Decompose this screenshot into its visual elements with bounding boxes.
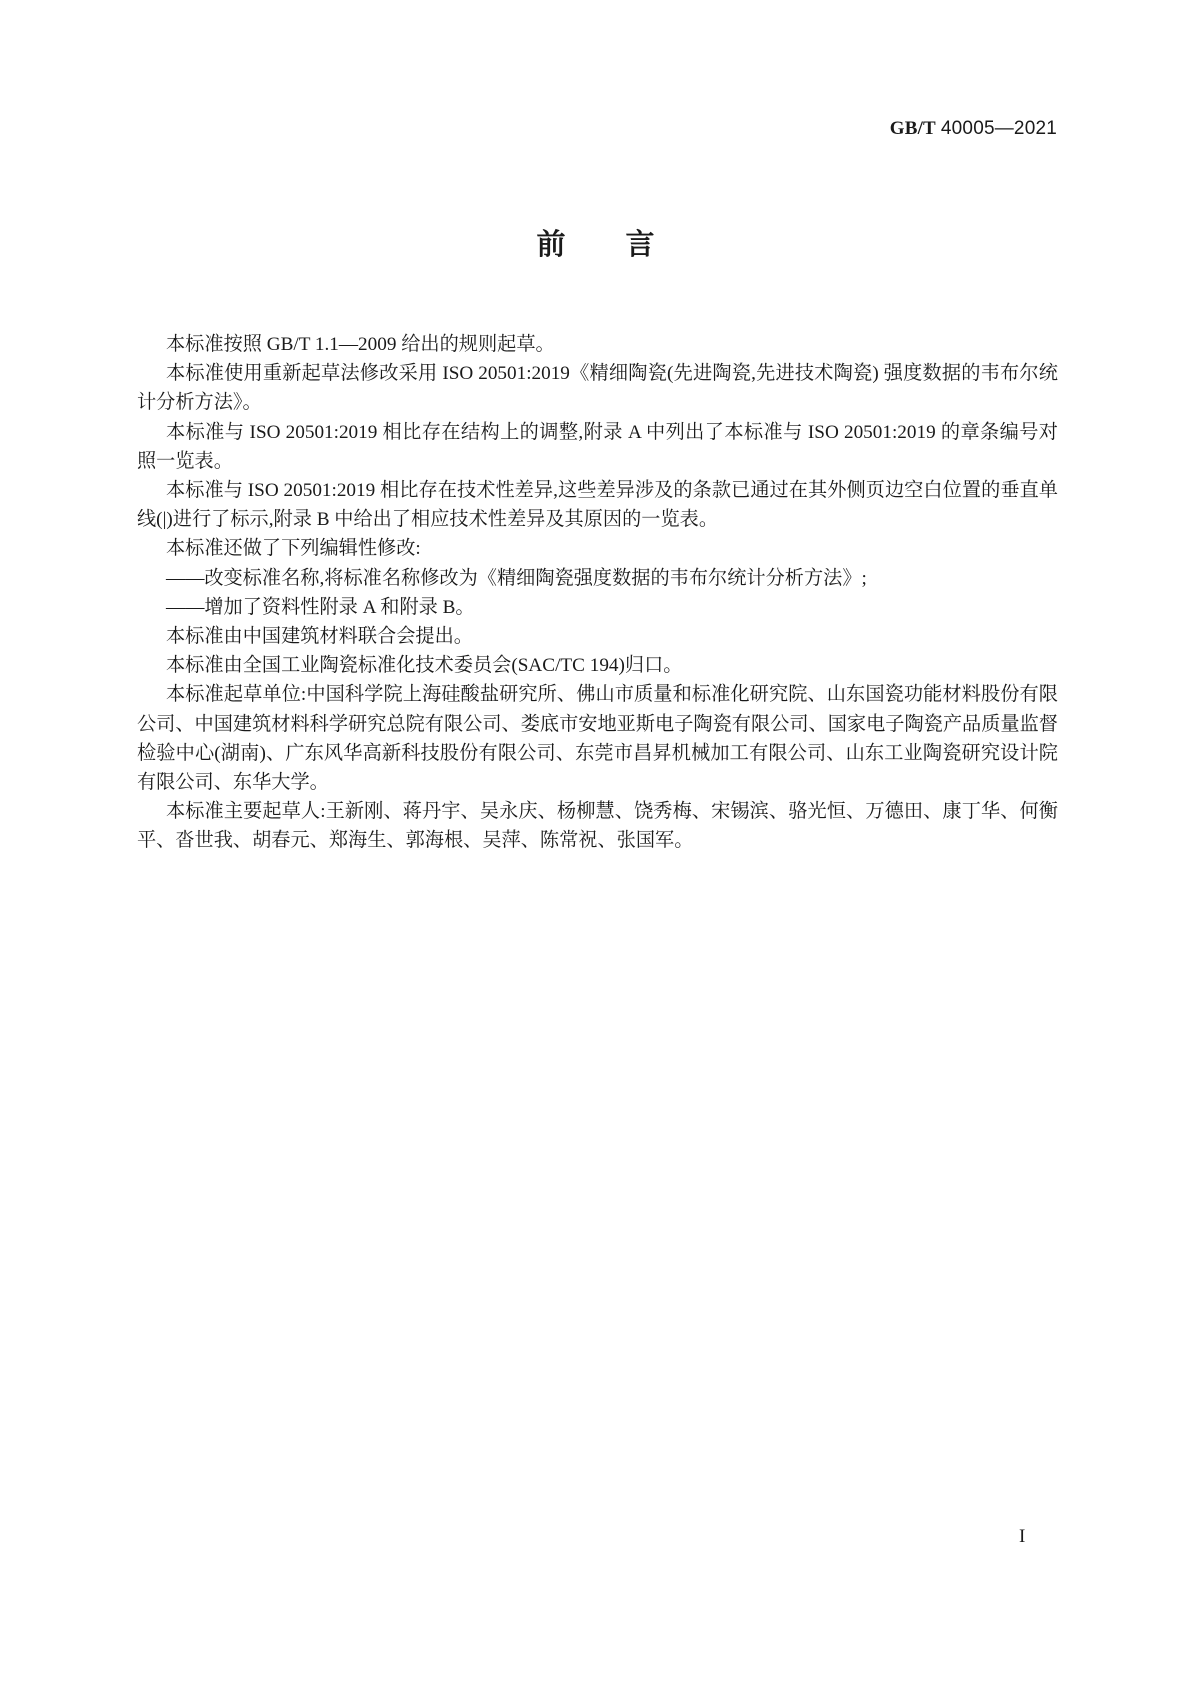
list-item-rename: ——改变标准名称,将标准名称修改为《精细陶瓷强度数据的韦布尔统计分析方法》;	[166, 567, 867, 589]
paragraph-drafting-units: 本标准起草单位:中国科学院上海硅酸盐研究所、佛山市质量和标准化研究院、山东国瓷功能材料股份有限公司、中国建筑材料科学研究总院有限公司、娄底市安地亚斯电子陶瓷有限公司、国家电子陶瓷产品质量监督检验中心(湖南)、广东风华高新科技股份有限公司、东莞市昌昇机械加工有限公司、山东工业陶瓷研究设计院有限公司、东华大学。	[137, 684, 1058, 794]
standard-prefix: GB/T	[889, 118, 936, 139]
list-item-annexes: ——增加了资料性附录 A 和附录 B。	[166, 596, 475, 618]
page-number: I	[1019, 1526, 1026, 1547]
standard-code	[890, 118, 1057, 140]
standard-number: 40005—2021	[940, 118, 1057, 139]
paragraph-structural-changes: 本标准与 ISO 20501:2019 相比存在结构上的调整,附录 A 中列出了本标准与 ISO 20501:2019 的章条编号对照一览表。	[137, 421, 1058, 472]
foreword-body	[137, 330, 1058, 856]
paragraph-adoption: 本标准使用重新起草法修改采用 ISO 20501:2019《精细陶瓷(先进陶瓷,先进技术陶瓷) 强度数据的韦布尔统计分析方法》。	[137, 363, 1058, 414]
paragraph-technical-differences: 本标准与 ISO 20501:2019 相比存在技术性差异,这些差异涉及的条款已通过在其外侧页边空白位置的垂直单线(|)进行了标示,附录 B 中给出了相应技术性差异及其原因的一览表。	[137, 480, 1058, 531]
paragraph-drafting-rules: 本标准按照 GB/T 1.1—2009 给出的规则起草。	[166, 334, 555, 355]
paragraph-proposed-by: 本标准由中国建筑材料联合会提出。	[166, 626, 473, 648]
paragraph-under-jurisdiction: 本标准由全国工业陶瓷标准化技术委员会(SAC/TC 194)归口。	[166, 655, 683, 677]
paragraph-drafters: 本标准主要起草人:王新刚、蒋丹宇、吴永庆、杨柳慧、饶秀梅、宋锡滨、骆光恒、万德田、康丁华、何衡平、沓世我、胡春元、郑海生、郭海根、吴萍、陈常祝、张国军。	[137, 801, 1058, 852]
paragraph-editorial-changes: 本标准还做了下列编辑性修改:	[166, 538, 421, 560]
page-title: 前言	[536, 227, 715, 261]
